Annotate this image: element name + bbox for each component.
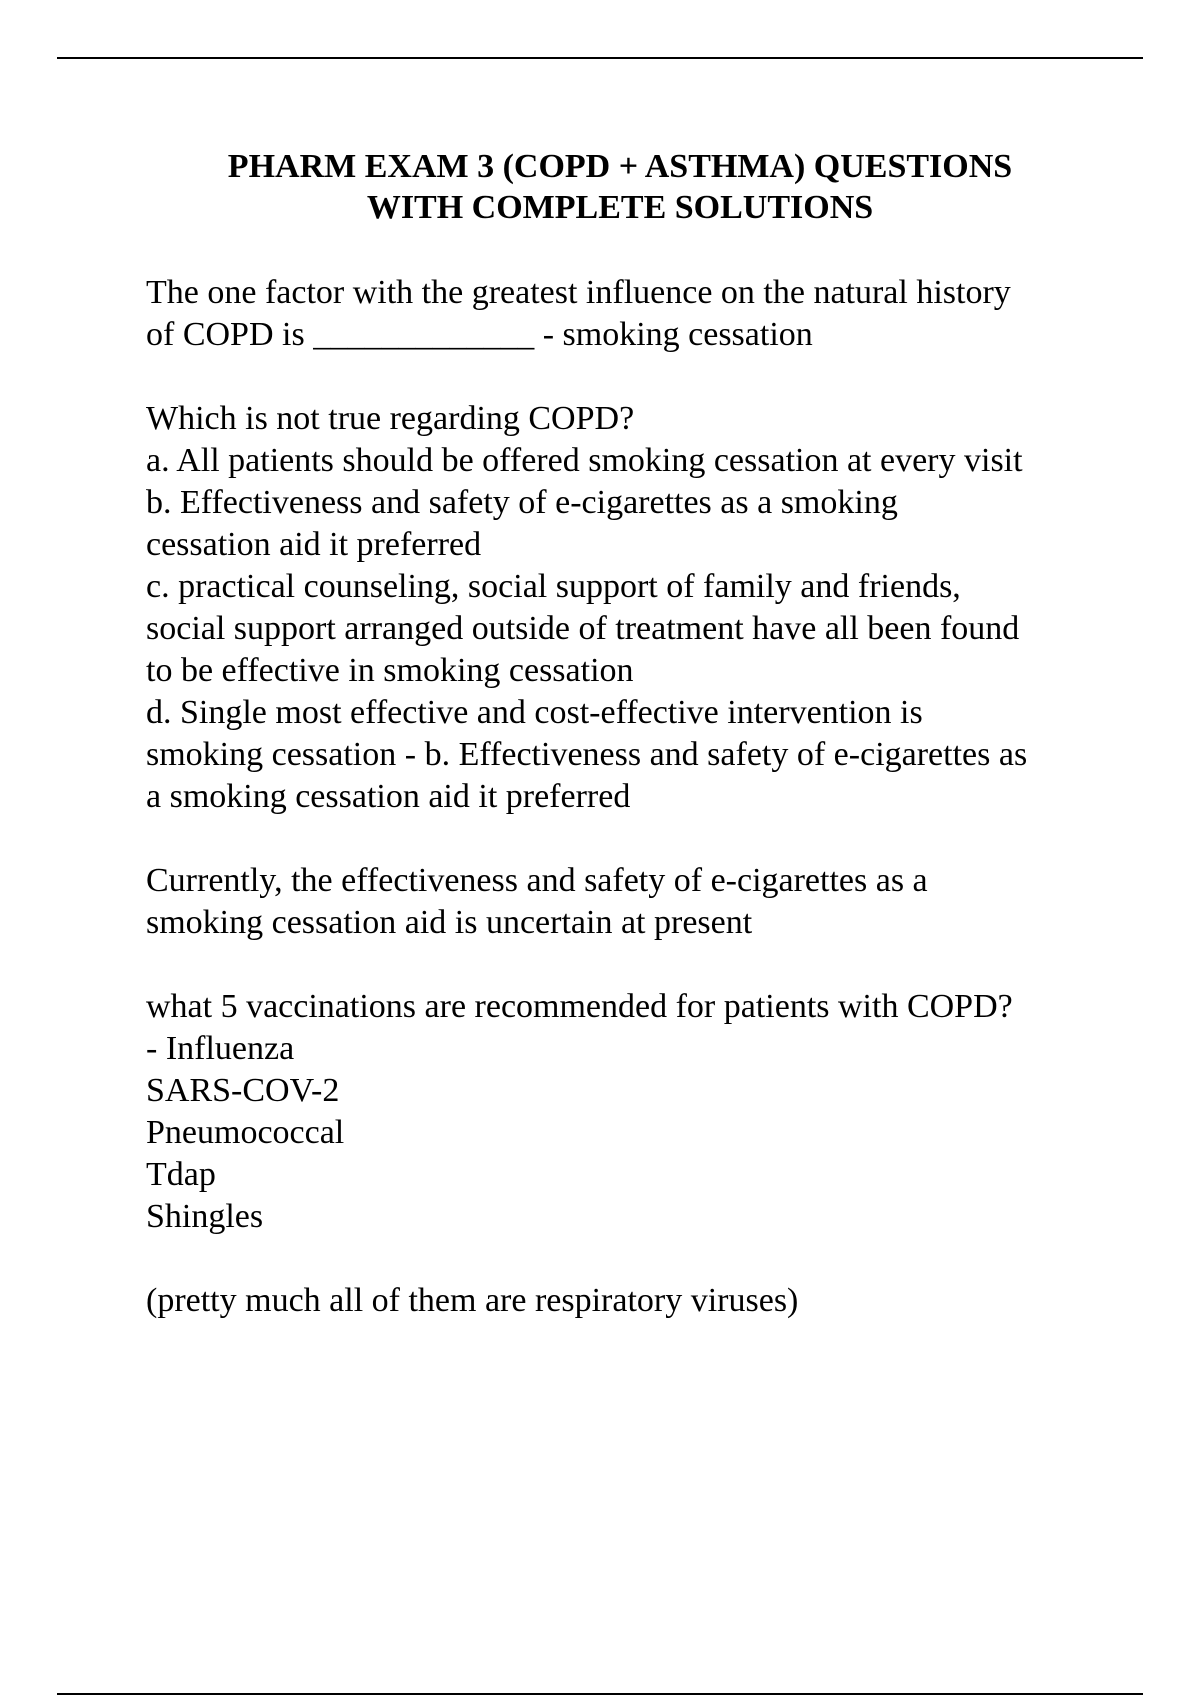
text-line: a smoking cessation aid it preferred	[146, 778, 631, 815]
note-e-cigarettes	[146, 860, 1146, 944]
text-line: The one factor with the greatest influence on the natural history	[146, 274, 1011, 311]
text-line: a. All patients should be offered smoking cessation at every visit	[146, 442, 1023, 479]
document-title	[0, 146, 1200, 228]
text-line: Pneumococcal	[146, 1114, 345, 1151]
text-line: b. Effectiveness and safety of e-cigarettes as a smoking	[146, 484, 898, 521]
text-line: Shingles	[146, 1198, 264, 1235]
text-line: smoking cessation aid is uncertain at present	[146, 904, 753, 941]
text-line: of COPD is _____________ - smoking cessation	[146, 316, 813, 353]
title-line: PHARM EXAM 3 (COPD + ASTHMA) QUESTIONS	[227, 148, 1013, 185]
text-line: smoking cessation - b. Effectiveness and safety of e-cigarettes as	[146, 736, 1028, 773]
note-respiratory-viruses	[146, 1280, 1146, 1322]
text-line: Which is not true regarding COPD?	[146, 400, 635, 437]
text-line: to be effective in smoking cessation	[146, 652, 634, 689]
question-smoking-cessation	[146, 272, 1146, 356]
text-line: - Influenza	[146, 1030, 295, 1067]
question-vaccinations	[146, 986, 1146, 1238]
header-rule	[57, 57, 1143, 59]
text-line: Currently, the effectiveness and safety of e-cigarettes as a	[146, 862, 928, 899]
document-body	[146, 272, 1146, 1322]
text-line: cessation aid it preferred	[146, 526, 482, 563]
text-line: Tdap	[146, 1156, 216, 1193]
text-line: c. practical counseling, social support of family and friends,	[146, 568, 961, 605]
text-line: social support arranged outside of treatment have all been found	[146, 610, 1020, 647]
question-copd-not-true	[146, 398, 1146, 818]
text-line: d. Single most effective and cost-effective intervention is	[146, 694, 923, 731]
text-line: (pretty much all of them are respiratory viruses)	[146, 1282, 799, 1319]
text-line: what 5 vaccinations are recommended for patients with COPD?	[146, 988, 1013, 1025]
title-line: WITH COMPLETE SOLUTIONS	[366, 189, 874, 226]
text-line: SARS-COV-2	[146, 1072, 340, 1109]
footer-rule	[57, 1693, 1143, 1695]
